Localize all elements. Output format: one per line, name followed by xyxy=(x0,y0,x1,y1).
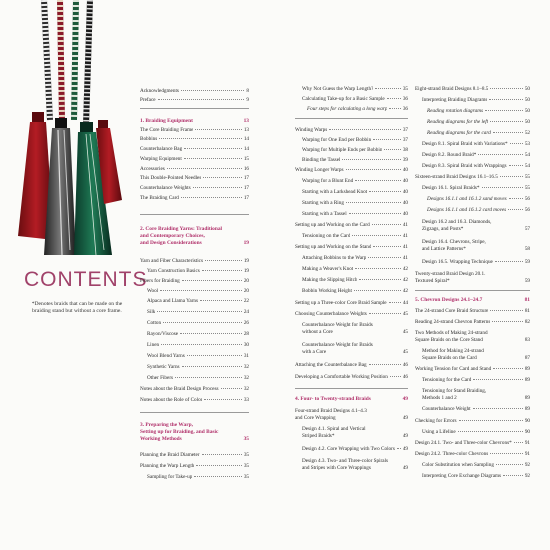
toc-entry[interactable]: Starting with a Larkshead Knot 40 xyxy=(302,189,408,195)
toc-entry[interactable]: Warping for Multiple Ends per Bobbin 38 xyxy=(302,147,408,153)
toc-entry[interactable]: Tensioning for the Card 89 xyxy=(422,377,530,383)
toc-entry[interactable]: Making a Weaver's Knot 42 xyxy=(302,266,408,272)
divider xyxy=(140,412,249,413)
toc-entry[interactable]: This Double-Pointed Needles 17 xyxy=(140,175,249,181)
toc-entry[interactable]: Design 24.1. Two- and Three-color Chevrons* 91 xyxy=(415,440,530,446)
toc-entry[interactable]: Yarn and Fiber Characteristics 19 xyxy=(140,258,249,264)
toc-entry[interactable]: Winding Warps 37 xyxy=(295,127,408,133)
toc-entry[interactable]: Color Substitution when Sampling 92 xyxy=(422,462,530,468)
toc-entry[interactable]: Checking for Errors 90 xyxy=(415,418,530,424)
toc-entry[interactable]: Fibers for Braiding 20 xyxy=(140,278,249,284)
toc-entry[interactable]: Winding Longer Warps 40 xyxy=(295,167,408,173)
divider xyxy=(415,290,530,291)
toc-entry[interactable]: Design 16.2 and 16.3. Diamonds, Zigzags, and Posts* 57 xyxy=(422,219,530,232)
toc-entry[interactable]: Setting up a Three-color Core Braid Sample 44 xyxy=(295,300,408,306)
toc-entry[interactable]: Choosing Counterbalance Weights 45 xyxy=(295,311,408,317)
toc-entry[interactable]: Attaching Bobbins to the Warp 41 xyxy=(302,255,408,261)
divider xyxy=(140,108,249,109)
chapter-heading[interactable]: 1. Braiding Equipment 13 xyxy=(140,118,249,124)
toc-entry[interactable]: Notes about the Braid Design Process 32 xyxy=(140,386,249,392)
braid-tassel-photo xyxy=(0,0,134,262)
toc-entry[interactable]: Warping for One End per Bobbin 37 xyxy=(302,137,408,143)
contents-title: CONTENTS xyxy=(24,268,148,291)
divider xyxy=(295,388,408,389)
toc-entry[interactable]: Interpreting Braiding Diagrams 50 xyxy=(422,97,530,103)
toc-entry[interactable]: Why Not Guess the Warp Length? 35 xyxy=(302,86,408,92)
toc-entry[interactable]: Designs 16.1.1 and 16.1.2 card moves 56 xyxy=(427,207,530,213)
toc-entry[interactable]: Four steps for calculating a long warp 36 xyxy=(307,106,408,112)
toc-entry[interactable]: Working Tension for Card and Stand 89 xyxy=(415,366,530,372)
toc-entry[interactable]: The Braiding Card 17 xyxy=(140,195,249,201)
toc-entry[interactable]: Rayon/Viscose 28 xyxy=(147,331,249,337)
toc-entry[interactable]: Starting with a Tassel 40 xyxy=(302,211,408,217)
footnote-asterisk: *Denotes braids that can be made on the braiding stand but without a core frame. xyxy=(31,301,123,315)
toc-entry[interactable]: Tensioning for Stand Braiding, Methods 1 and 2 89 xyxy=(422,388,530,401)
divider xyxy=(295,118,408,119)
chapter-heading[interactable]: 3. Preparing the Warp, Setting up for Braiding, and Basic Working Methods 35 xyxy=(140,422,249,442)
toc-entry[interactable]: Planning the Warp Length 35 xyxy=(140,463,249,469)
toc-entry[interactable]: Yarn Construction Basics 19 xyxy=(147,268,249,274)
toc-entry[interactable]: Twenty-strand Braid Design 20.1. Textured Spiral* 59 xyxy=(415,271,530,284)
toc-entry[interactable]: Design 24.2. Three-color Chevrons 91 xyxy=(415,451,530,457)
toc-entry[interactable]: Acknowledgments 8 xyxy=(140,88,249,94)
toc-entry[interactable]: Wool Blend Yarns 31 xyxy=(147,353,249,359)
toc-entry[interactable]: Binding the Tassel 39 xyxy=(302,157,408,163)
toc-entry[interactable]: Silk 24 xyxy=(147,309,249,315)
toc-entry[interactable]: Design 8.3. Spiral Braid with Wrappings 54 xyxy=(422,163,530,169)
toc-entry[interactable]: Linen 30 xyxy=(147,342,249,348)
toc-entry[interactable]: Design 4.2. Core Wrapping with Two Colors 49 xyxy=(302,446,408,452)
toc-entry[interactable]: Warping Equipment 15 xyxy=(140,156,249,162)
toc-entry[interactable]: Design 4.3. Two- and Three-color Spirals and Stripes with Core Wrappings 49 xyxy=(302,458,408,471)
toc-entry[interactable]: Two Methods of Making 24-strand Square Braids on the Core Stand 83 xyxy=(415,330,530,343)
toc-entry[interactable]: Four-strand Braid Designs 4.1–4.3 and Core Wrapping 49 xyxy=(295,408,408,421)
toc-entry[interactable]: Using a Lifeline 90 xyxy=(422,429,530,435)
toc-entry[interactable]: Attaching the Counterbalance Bag 46 xyxy=(295,362,408,368)
toc-entry[interactable]: Wool 20 xyxy=(147,288,249,294)
braid-cords xyxy=(44,0,90,125)
chapter-heading[interactable]: 4. Four- to Twenty-strand Braids 49 xyxy=(295,396,408,402)
toc-entry[interactable]: Counterbalance Weights 17 xyxy=(140,185,249,191)
toc-entry[interactable]: Synthetic Yarns 32 xyxy=(147,364,249,370)
black-white-tassel xyxy=(44,118,76,255)
toc-entry[interactable]: Design 8.1. Spiral Braid with Variations* 53 xyxy=(422,141,530,147)
toc-entry[interactable]: Other Fibers 32 xyxy=(147,375,249,381)
toc-entry[interactable]: Counterbalance Bag 14 xyxy=(140,146,249,152)
toc-entry[interactable]: Warping for a Blunt End 40 xyxy=(302,178,408,184)
toc-entry[interactable]: Counterbalance Weight for Braids with a Core 45 xyxy=(302,342,408,355)
toc-entry[interactable]: Reading 24-strand Chevron Patterns 82 xyxy=(415,319,530,325)
toc-entry[interactable]: Sampling for Take-up 35 xyxy=(147,474,249,480)
toc-entry[interactable]: Sixteen-strand Braid Designs 16.1–16.5 55 xyxy=(415,174,530,180)
toc-entry[interactable]: Designs 16.1.1 and 16.1.2 sand moves 56 xyxy=(427,196,530,202)
toc-entry[interactable]: Notes about the Role of Color 33 xyxy=(140,397,249,403)
toc-entry[interactable]: Setting up and Working on the Stand 41 xyxy=(295,244,408,250)
toc-entry[interactable]: Alpaca and Llama Yarns 22 xyxy=(147,298,249,304)
toc-entry[interactable]: The 24-strand Core Braid Structure 81 xyxy=(415,308,530,314)
toc-entry[interactable]: Bobbin Working Height 42 xyxy=(302,288,408,294)
toc-entry[interactable]: Design 4.1. Spiral and Vertical Striped Braids* 49 xyxy=(302,426,408,439)
toc-entry[interactable]: Eight-strand Braid Designs 8.1–8.5 50 xyxy=(415,86,530,92)
toc-entry[interactable]: Reading diagrams for the left 50 xyxy=(427,119,530,125)
toc-entry[interactable]: Calculating Take-up for a Basic Sample 36 xyxy=(302,96,408,102)
toc-entry[interactable]: Preface 9 xyxy=(140,97,249,103)
toc-entry[interactable]: Bobbins 14 xyxy=(140,136,249,142)
toc-entry[interactable]: Counterbalance Weight for Braids without a Core 45 xyxy=(302,322,408,335)
toc-entry[interactable]: Reading rotation diagrams 50 xyxy=(427,108,530,114)
toc-entry[interactable]: Accessories 16 xyxy=(140,166,249,172)
toc-entry[interactable]: Design 16.5. Wrapping Technique 59 xyxy=(422,259,530,265)
toc-entry[interactable]: Making the Slipping Hitch 42 xyxy=(302,277,408,283)
toc-entry[interactable]: Starting with a Ring 40 xyxy=(302,200,408,206)
toc-entry[interactable]: Design 16.1. Spiral Braids* 55 xyxy=(422,185,530,191)
toc-entry[interactable]: Reading diagrams for the card 52 xyxy=(427,130,530,136)
toc-entry[interactable]: Developing a Comfortable Working Position 46 xyxy=(295,374,408,380)
chapter-heading[interactable]: 2. Core Braiding Yarns: Traditional and Contemporary Choices, and Design Considerations 19 xyxy=(140,226,249,246)
toc-entry[interactable]: Setting up and Working on the Card 41 xyxy=(295,222,408,228)
toc-entry[interactable]: Design 16.4. Chevrons, Stripe, and Lattice Patterns* 58 xyxy=(422,239,530,252)
toc-entry[interactable]: Interpreting Core Exchange Diagrams 92 xyxy=(422,473,530,479)
chapter-heading[interactable]: 5. Chevron Designs 24.1–24.7 81 xyxy=(415,297,530,303)
toc-entry[interactable]: Method for Making 24-strand Square Braids on the Card 87 xyxy=(422,348,530,361)
toc-entry[interactable]: Design 8.2. Round Braid* 54 xyxy=(422,152,530,158)
divider xyxy=(140,214,249,215)
toc-entry[interactable]: The Core Braiding Frame 13 xyxy=(140,127,249,133)
toc-entry[interactable]: Planning the Braid Diameter 35 xyxy=(140,452,249,458)
toc-entry[interactable]: Counterbalance Weight 89 xyxy=(422,406,530,412)
toc-entry[interactable]: Cotton 26 xyxy=(147,320,249,326)
toc-entry[interactable]: Tensioning on the Card 41 xyxy=(302,233,408,239)
